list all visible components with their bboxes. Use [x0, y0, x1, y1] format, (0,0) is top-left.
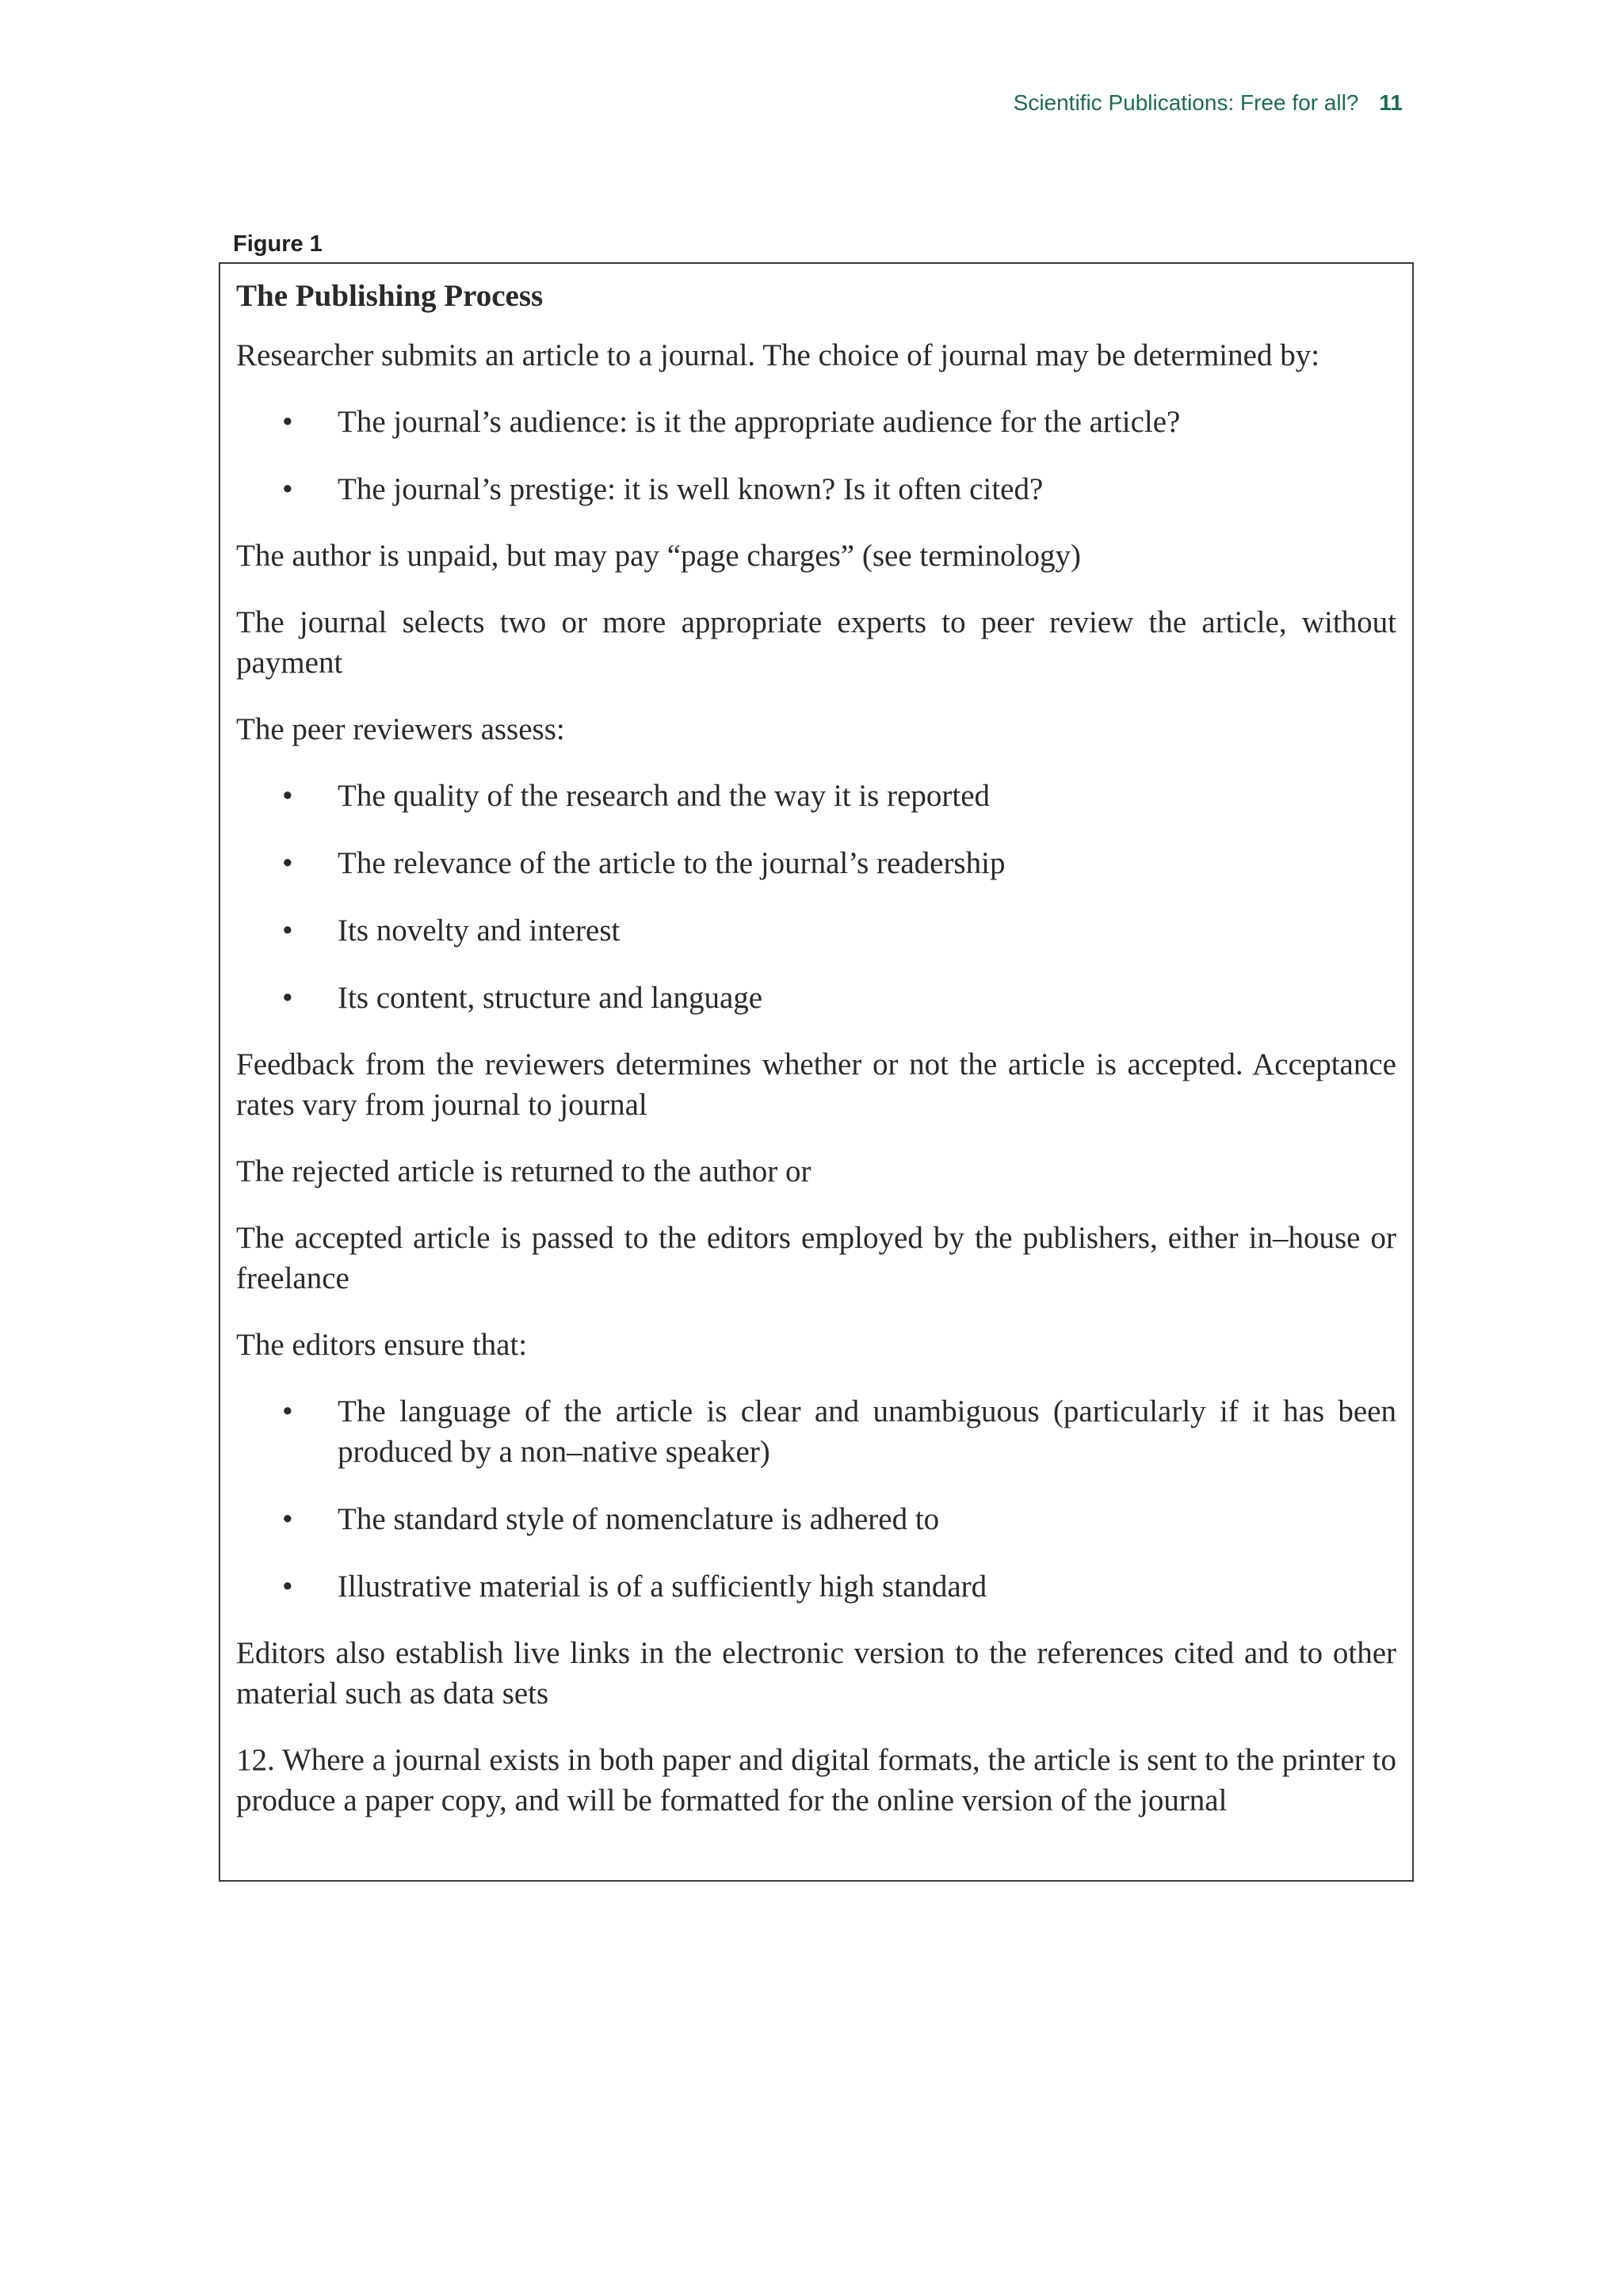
paragraph-journal-choice: Researcher submits an article to a journal. The choice of journal may be determined by: — [236, 338, 1320, 372]
running-header — [1014, 90, 1403, 116]
list-item: • The standard style of nomenclature is adhered to — [236, 1499, 1396, 1539]
figure-label: Figure 1 — [233, 231, 323, 257]
paragraph-printing: 12. Where a journal exists in both paper and digital formats, the article is sent to the printer to produce a paper copy, and will be formatted for the online version of the journal — [236, 1743, 1396, 1817]
running-title: Scientific Publications: Free for all? — [1013, 90, 1359, 115]
editor-checks-list — [236, 1391, 1396, 1607]
page-number: 11 — [1379, 90, 1403, 115]
list-item: • The language of the article is clear and unambiguous (particularly if it has been produced by a non–native speaker) — [236, 1391, 1396, 1472]
journal-criteria-list — [236, 402, 1396, 509]
list-item: • The quality of the research and the way it is reported — [236, 776, 1396, 816]
list-item: • Its novelty and interest — [236, 910, 1396, 951]
paragraph-feedback: Feedback from the reviewers determines whether or not the article is accepted. Acceptance rates vary from journal to journal — [236, 1047, 1396, 1122]
list-item: • Its content, structure and language — [236, 978, 1396, 1018]
list-item: • The journal’s audience: is it the appropriate audience for the article? — [236, 402, 1396, 442]
list-item: • The relevance of the article to the journal’s readership — [236, 843, 1396, 883]
paragraph-editors-ensure: The editors ensure that: — [236, 1328, 528, 1362]
paragraph-author-unpaid: The author is unpaid, but may pay “page charges” (see terminology) — [236, 539, 1082, 573]
list-item: • Illustrative material is of a sufficiently high standard — [236, 1566, 1396, 1607]
figure-box — [219, 262, 1414, 1882]
paragraph-peer-review-selection: The journal selects two or more appropriate experts to peer review the article, without payment — [236, 605, 1396, 680]
paragraph-rejected: The rejected article is returned to the author or — [236, 1154, 812, 1188]
paragraph-reviewers-assess: The peer reviewers assess: — [236, 712, 565, 746]
reviewer-criteria-list — [236, 776, 1396, 1018]
figure-title: The Publishing Process — [236, 279, 544, 313]
paragraph-live-links: Editors also establish live links in the electronic version to the references cited and to other material such as data sets — [236, 1636, 1396, 1711]
paragraph-accepted: The accepted article is passed to the editors employed by the publishers, either in–house or freelance — [236, 1221, 1396, 1295]
list-item: • The journal’s prestige: it is well known? Is it often cited? — [236, 469, 1396, 509]
